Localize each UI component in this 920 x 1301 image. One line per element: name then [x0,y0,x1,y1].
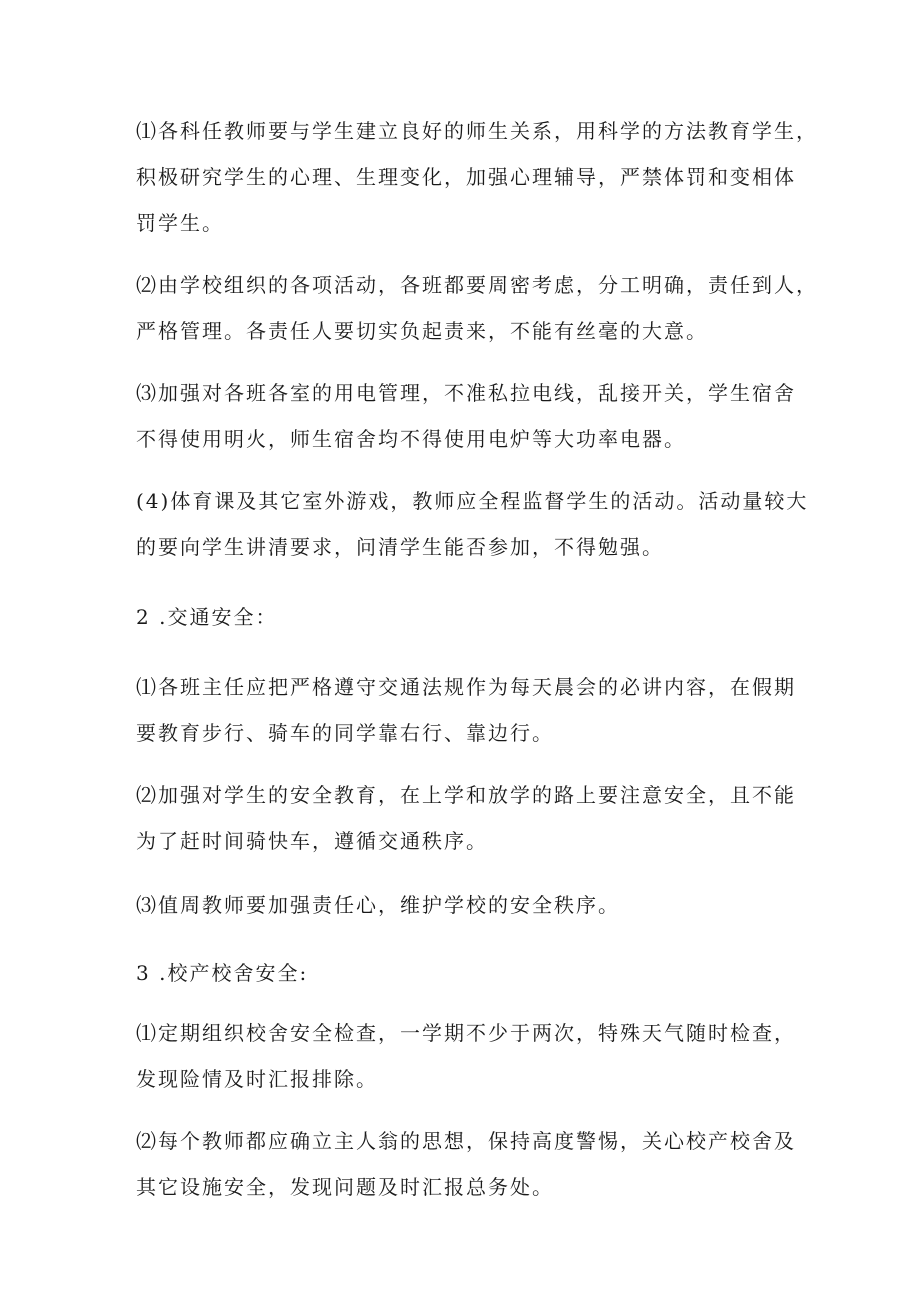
text-line: ⑵每个教师都应确立主人翁的思想，保持高度警惕，关心校产校舍及 [136,1129,796,1153]
paragraph-electricity-management [136,370,796,462]
paragraph-school-activities [136,262,818,354]
text-line: 3 .校产校舍安全: [136,961,309,985]
text-line: ⑶加强对各班各室的用电管理，不准私拉电线，乱接开关，学生宿舍 [136,381,796,405]
paragraph-ownership-vigilance [136,1118,796,1210]
text-line: 要教育步行、骑车的同学靠右行、靠边行。 [136,721,554,745]
text-line: 严格管理。各责任人要切实负起责来，不能有丝毫的大意。 [136,319,708,343]
paragraph-outdoor-activities [136,478,809,570]
text-line: ⑴定期组织校舍安全检查，一学期不少于两次，特殊天气随时检查， [136,1021,796,1045]
text-line: 其它设施安全，发现问题及时汇报总务处。 [136,1175,554,1199]
section-heading-traffic-safety [136,594,796,640]
text-line: 罚学生。 [136,211,224,235]
text-line: ⑵加强对学生的安全教育，在上学和放学的路上要注意安全，且不能 [136,783,796,807]
paragraph-duty-teacher [136,882,796,928]
text-line: ⑴各科任教师要与学生建立良好的师生关系，用科学的方法教育学生， [136,119,818,143]
text-line: (4)体育课及其它室外游戏，教师应全程监督学生的活动。活动量较大 [136,489,809,513]
text-line: ⑶值周教师要加强责任心，维护学校的安全秩序。 [136,893,620,917]
text-line: 的要向学生讲清要求，问清学生能否参加，不得勉强。 [136,535,664,559]
paragraph-teacher-student-relations [136,108,818,246]
paragraph-traffic-rules [136,664,796,756]
section-heading-campus-property-safety [136,950,796,996]
text-line: 2 .交通安全： [136,605,278,629]
text-line: 发现险情及时汇报排除。 [136,1067,378,1091]
text-line: 为了赶时间骑快车，遵循交通秩序。 [136,829,488,853]
paragraph-building-inspection [136,1010,796,1102]
text-line: ⑴各班主任应把严格遵守交通法规作为每天晨会的必讲内容，在假期 [136,675,796,699]
text-line: 不得使用明火，师生宿舍均不得使用电炉等大功率电器。 [136,427,686,451]
text-line: ⑵由学校组织的各项活动，各班都要周密考虑，分工明确，责任到人， [136,273,818,297]
paragraph-safety-education [136,772,796,864]
text-line: 积极研究学生的心理、生理变化，加强心理辅导，严禁体罚和变相体 [136,165,796,189]
